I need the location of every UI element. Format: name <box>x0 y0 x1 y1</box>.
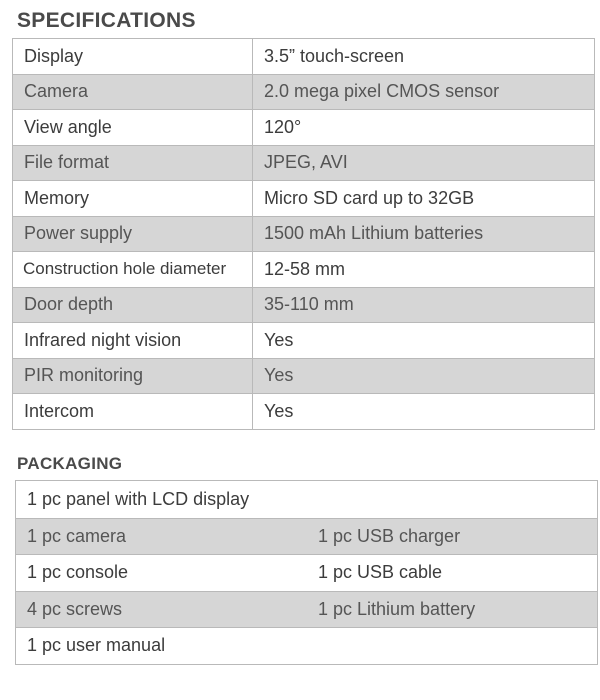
spec-value: Yes <box>253 358 595 394</box>
spec-label: PIR monitoring <box>13 358 253 394</box>
spec-label: Memory <box>13 181 253 217</box>
spec-value: 12-58 mm <box>253 252 595 288</box>
spec-label: File format <box>13 145 253 181</box>
packaging-item: 1 pc user manual <box>27 635 166 656</box>
packaging-item: 1 pc USB cable <box>318 562 443 583</box>
spec-value: 2.0 mega pixel CMOS sensor <box>253 74 595 110</box>
packaging-item: 1 pc console <box>27 562 129 583</box>
spec-row-infrared-night-vision <box>13 323 595 359</box>
spec-row-pir-monitoring <box>13 358 595 394</box>
spec-row-power-supply <box>13 216 595 252</box>
spec-label: Construction hole diameter <box>13 252 253 288</box>
spec-value: 1500 mAh Lithium batteries <box>253 216 595 252</box>
spec-row-intercom <box>13 394 595 430</box>
specifications-table <box>12 38 595 430</box>
spec-row-view-angle <box>13 110 595 146</box>
specifications-title: SPECIFICATIONS <box>17 9 196 32</box>
spec-label: Camera <box>13 74 253 110</box>
packaging-row <box>16 591 597 628</box>
spec-value: Yes <box>253 394 595 430</box>
packaging-item: 1 pc panel with LCD display <box>27 488 250 509</box>
spec-label: Intercom <box>13 394 253 430</box>
spec-label: Display <box>13 39 253 75</box>
spec-row-door-depth <box>13 287 595 323</box>
spec-row-file-format <box>13 145 595 181</box>
spec-label: View angle <box>13 110 253 146</box>
spec-label: Infrared night vision <box>13 323 253 359</box>
packaging-row <box>16 518 597 555</box>
spec-value: 3.5” touch-screen <box>253 39 595 75</box>
packaging-item: 1 pc Lithium battery <box>318 598 476 619</box>
spec-row-memory <box>13 181 595 217</box>
spec-row-display <box>13 39 595 75</box>
spec-row-construction-hole-diameter <box>13 252 595 288</box>
spec-value: Micro SD card up to 32GB <box>253 181 595 217</box>
packaging-item: 1 pc camera <box>27 525 127 546</box>
spec-row-camera <box>13 74 595 110</box>
spec-value: Yes <box>253 323 595 359</box>
packaging-row <box>16 481 597 518</box>
spec-value: JPEG, AVI <box>253 145 595 181</box>
packaging-row <box>16 554 597 591</box>
spec-value: 120° <box>253 110 595 146</box>
packaging-item: 1 pc USB charger <box>318 525 461 546</box>
spec-value: 35-110 mm <box>253 287 595 323</box>
packaging-item: 4 pc screws <box>27 598 123 619</box>
packaging-title: PACKAGING <box>17 454 123 473</box>
packaging-row <box>16 627 597 664</box>
spec-label: Power supply <box>13 216 253 252</box>
packaging-table <box>15 480 598 665</box>
spec-label: Door depth <box>13 287 253 323</box>
